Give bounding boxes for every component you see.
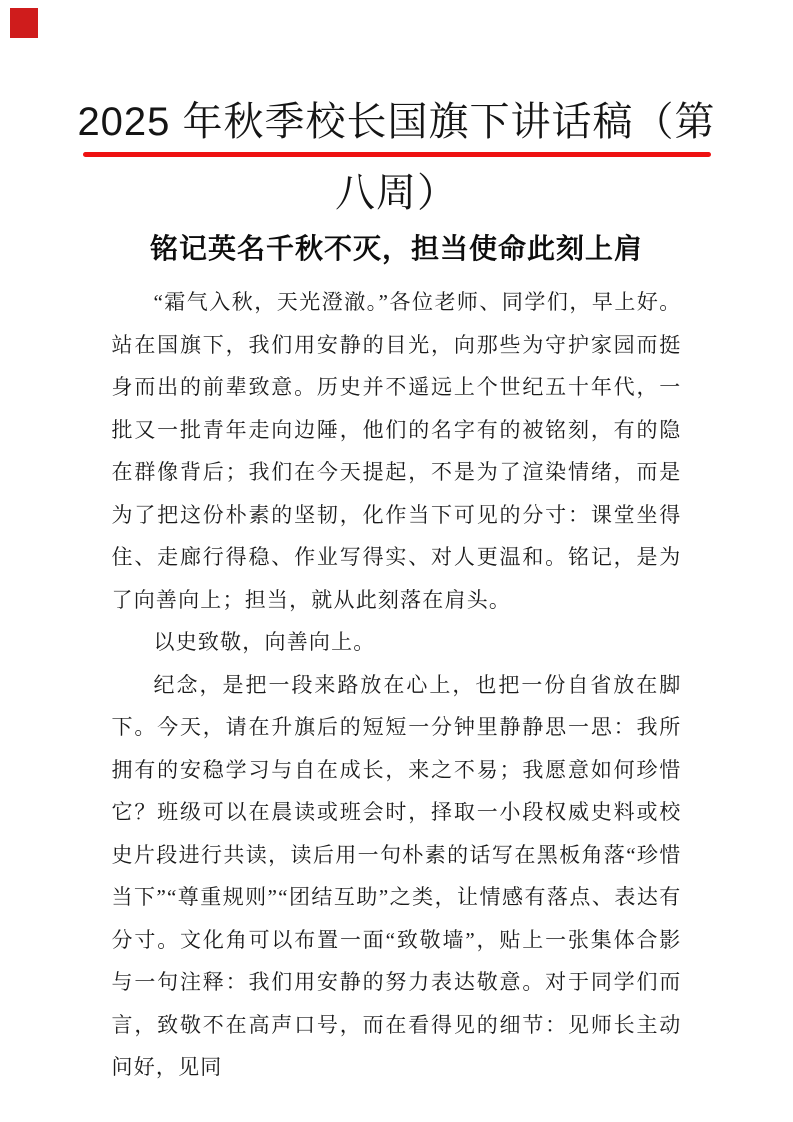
paragraph: 以史致敬，向善向上。: [153, 630, 376, 654]
document-body: [112, 281, 682, 1089]
document-title: [0, 92, 793, 223]
title-line-2: 八周）: [335, 171, 458, 215]
paragraph: 纪念，是把一段来路放在心上，也把一份自省放在脚下。今天，请在升旗后的短短一分钟里静静思一思：我所拥有的安稳学习与自在成长，来之不易；我愿意如何珍惜它？班级可以在晨读或班会时，择取一小段权威史料或校史片段进行共读，读后用一句朴素的话写在黑板角落“珍惜当下”“尊重规则”“团结互助”之类，让情感有落点、表达有分寸。文化角可以布置一面“致敬墙”，贴上一张集体合影与一句注释：我们用安静的努力表达敬意。对于同学们而言，致敬不在高声口号，而在看得见的细节：见师长主动问好，见同: [111, 672, 682, 1079]
document-subtitle: 铭记英名千秋不灭，担当使命此刻上肩: [149, 234, 643, 265]
title-red-underline: [83, 152, 711, 157]
red-corner-mark: [10, 8, 38, 38]
paragraph: “霜气入秋，天光澄澈。”各位老师、同学们，早上好。站在国旗下，我们用安静的目光，向那些为守护家园而挺身而出的前辈致意。历史并不遥远上个世纪五十年代，一批又一批青年走向边陲，他们的名字有的被铭刻，有的隐在群像背后；我们在今天提起，不是为了渲染情绪，而是为了把这份朴素的坚韧，化作当下可见的分寸：课堂坐得住、走廊行得稳、作业写得实、对人更温和。铭记，是为了向善向上；担当，就从此刻落在肩头。: [111, 290, 682, 612]
title-line-1: 2025 年秋季校长国旗下讲话稿（第: [77, 100, 716, 144]
